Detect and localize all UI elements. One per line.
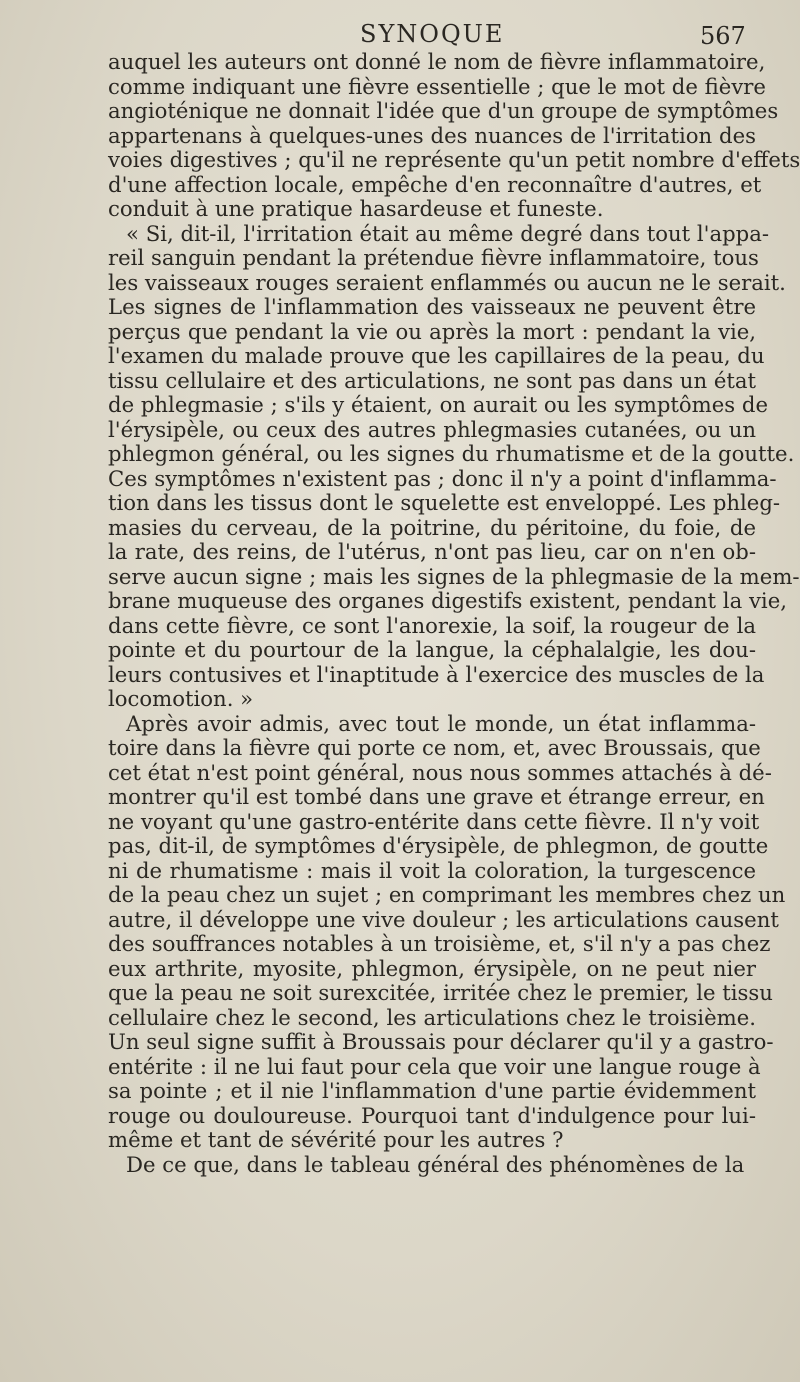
text-line: rouge ou douloureuse. Pourquoi tant d'indulgence pour lui- (108, 1102, 756, 1128)
text-line: « Si, dit-il, l'irritation était au même degré dans tout l'appa- (126, 220, 770, 246)
text-line: tion dans les tissus dont le squelette est enveloppé. Les phleg- (108, 490, 781, 515)
text-line: toire dans la fièvre qui porte ce nom, et, avec Broussais, que (108, 735, 761, 760)
text-line: cellulaire chez le second, les articulations chez le troisième. (108, 1004, 756, 1030)
text-line: entérite : il ne lui faut pour cela que voir une langue rouge à (108, 1053, 761, 1079)
text-line: phlegmon général, ou les signes du rhumatisme et de la goutte. (108, 441, 795, 466)
text-line: perçus que pendant la vie ou après la mort : pendant la vie, (108, 318, 756, 344)
text-line: masies du cerveau, de la poitrine, du péritoine, du foie, de (108, 514, 756, 540)
text-line: conduit à une pratique hasardeuse et funeste. (108, 196, 604, 221)
page-number: 567 (700, 22, 746, 50)
paragraph (108, 1153, 756, 1178)
text-line: auquel les auteurs ont donné le nom de fièvre inflammatoire, (108, 49, 766, 74)
text-line: l'examen du malade prouve que les capillaires de la peau, du (108, 343, 765, 368)
text-line: montrer qu'il est tombé dans une grave et étrange erreur, en (108, 784, 765, 809)
text-line: d'une affection locale, empêche d'en reconnaître d'autres, et (108, 171, 762, 197)
text-line: appartenans à quelques-unes des nuances de l'irritation des (108, 122, 756, 148)
text-line: comme indiquant une fièvre essentielle ; que le mot de fièvre (108, 73, 766, 99)
text-line: voies digestives ; qu'il ne représente qu'un petit nombre d'effets (108, 147, 800, 172)
text-line: eux arthrite, myosite, phlegmon, érysipèle, on ne peut nier (108, 955, 756, 981)
text-line: l'érysipèle, ou ceux des autres phlegmasies cutanées, ou un (108, 416, 756, 442)
text-line: angioténique ne donnait l'idée que d'un groupe de symptômes (108, 98, 779, 123)
text-line: les vaisseaux rouges seraient enflammés ou aucun ne le serait. (108, 269, 786, 295)
paragraph (108, 220, 800, 712)
text-line: tissu cellulaire et des articulations, ne sont pas dans un état (108, 367, 757, 393)
text-line: ne voyant qu'une gastro-entérite dans cette fièvre. Il n'y voit (108, 808, 760, 834)
running-head: SYNOQUE (360, 20, 505, 48)
text-line: reil sanguin pendant la prétendue fièvre inflammatoire, tous (108, 245, 759, 270)
text-line: pas, dit-il, de symptômes d'érysipèle, de phlegmon, de goutte (108, 833, 769, 858)
text-line: Un seul signe suffit à Broussais pour déclarer qu'il y a gastro- (108, 1029, 774, 1054)
text-line: brane muqueuse des organes digestifs existent, pendant la vie, (108, 588, 787, 613)
text-line: Ces symptômes n'existent pas ; donc il n'y a point d'inflamma- (108, 465, 777, 491)
text-line: sa pointe ; et il nie l'inflammation d'une partie évidemment (108, 1078, 756, 1103)
text-line: cet état n'est point général, nous nous sommes attachés à dé- (108, 759, 772, 785)
text-line: de la peau chez un sujet ; en comprimant les membres chez un (108, 882, 786, 907)
body-text (108, 49, 800, 1177)
text-line: la rate, des reins, de l'utérus, n'ont pas lieu, car on n'en ob- (108, 539, 756, 564)
text-line: dans cette fièvre, ce sont l'anorexie, la soif, la rougeur de la (108, 612, 756, 638)
text-line: leurs contusives et l'inaptitude à l'exercice des muscles de la (108, 661, 765, 687)
text-line: même et tant de sévérité pour les autres ? (108, 1127, 564, 1152)
paragraph (108, 710, 786, 1153)
text-line: pointe et du pourtour de la langue, la céphalalgie, les dou- (108, 637, 756, 662)
text-line: Les signes de l'inflammation des vaisseaux ne peuvent être (108, 294, 756, 319)
text-line: que la peau ne soit surexcitée, irritée chez le premier, le tissu (108, 980, 773, 1005)
text-line: autre, il développe une vive douleur ; les articulations causent (108, 906, 779, 932)
text-line: de phlegmasie ; s'ils y étaient, on aurait ou les symptômes de (108, 392, 768, 417)
paragraph (108, 49, 800, 222)
text-line: De ce que, dans le tableau général des phénomènes de la (126, 1151, 745, 1177)
text-line: locomotion. » (108, 686, 254, 711)
text-line: ni de rhumatisme : mais il voit la coloration, la turgescence (108, 857, 756, 883)
text-line: des souffrances notables à un troisième, et, s'il n'y a pas chez (108, 931, 771, 956)
text-line: serve aucun signe ; mais les signes de la phlegmasie de la mem- (108, 563, 800, 589)
text-line: Après avoir admis, avec tout le monde, un état inflamma- (126, 710, 756, 736)
